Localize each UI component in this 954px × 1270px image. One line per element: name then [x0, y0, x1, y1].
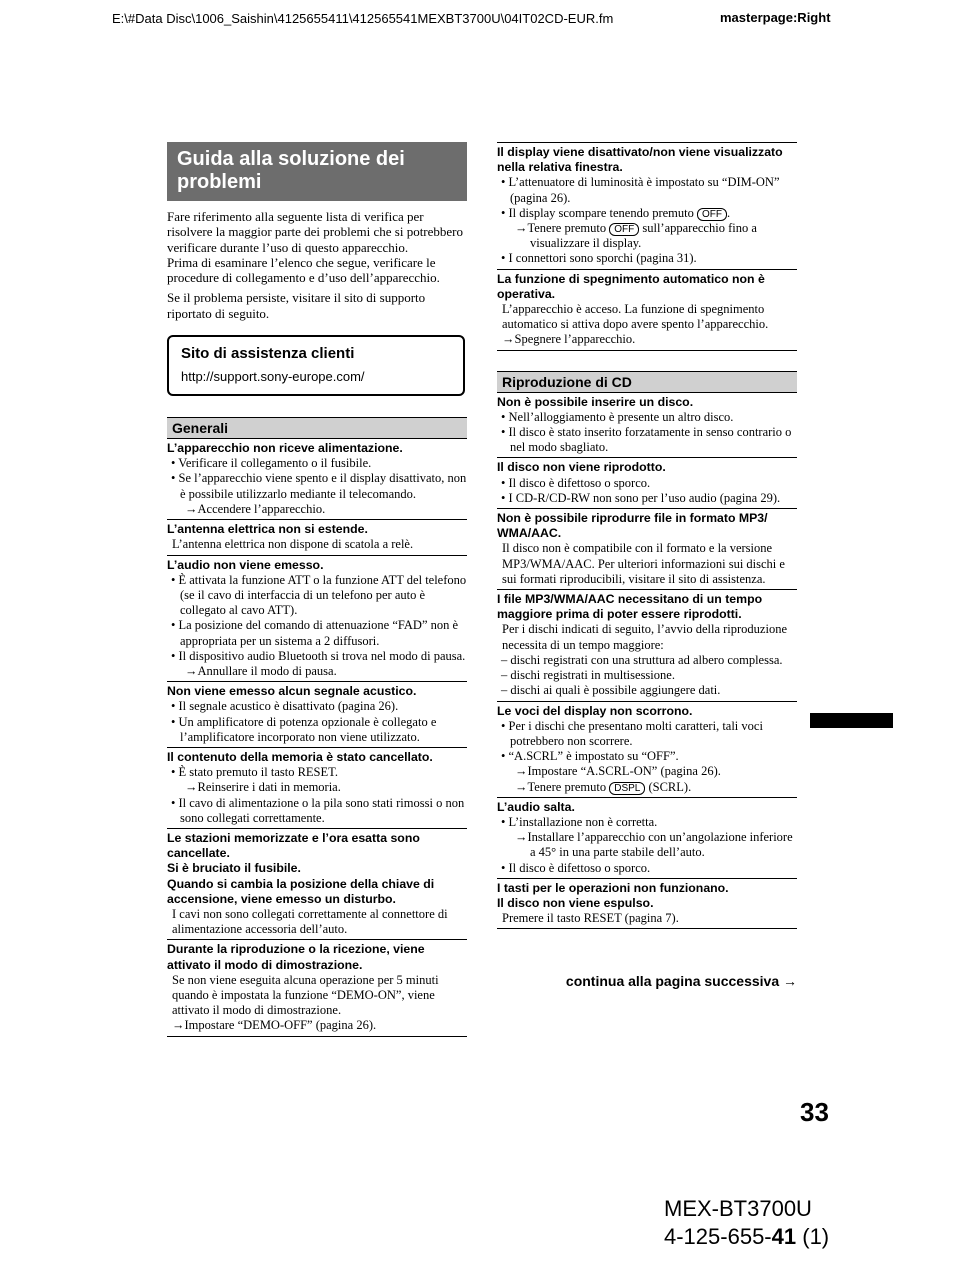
solution-text: Il disco non è compatibile con il formato e la versione MP3/WMA/AAC. Per ulteriori informazioni sui dischi e sui formati riproducibili, visitare il sito di assistenza. [502, 541, 785, 586]
arrow-icon: → [515, 764, 528, 779]
solution-text: L’antenna elettrica non dispone di scatola a relè. [172, 537, 414, 552]
problem-heading: L’audio salta. [497, 799, 575, 814]
arrow-icon: → [185, 501, 198, 516]
problem-heading: La funzione di spegnimento automatico non è operativa. [497, 271, 765, 301]
trouble-item [167, 439, 467, 520]
file-path-header: E:\#Data Disc\1006_Saishin\4125655411\412565541MEXBT3700U\04IT02CD-EUR.fm [112, 11, 614, 26]
problem-heading: Il display viene disattivato/non viene visualizzato nella relativa finestra. [497, 145, 783, 175]
problem-heading: Le stazioni memorizzate e l’ora esatta sono cancellate. [167, 830, 420, 861]
trouble-item [497, 590, 797, 701]
arrow-icon: → [515, 221, 528, 236]
trouble-item [167, 829, 467, 940]
remedy-text: →Accendere l’apparecchio. [185, 501, 326, 516]
solution-text: Premere il tasto RESET (pagina 7). [502, 911, 679, 926]
solution-text: I cavi non sono collegati correttamente al connettore di alimentazione accessoria dell’auto. [172, 906, 448, 937]
remedy-text: →Reinserire i dati in memoria. [185, 780, 341, 795]
bullet-text: • Per i dischi che presentano molti caratteri, tali voci potrebbero non scorrere. [501, 718, 763, 748]
problem-heading: Quando si cambia la posizione della chiave di accensione, viene emesso un disturbo. [167, 876, 435, 906]
trouble-item [167, 940, 467, 1036]
support-box [167, 335, 465, 396]
trouble-item [497, 393, 797, 459]
continue-note: continua alla pagina successiva → [565, 973, 797, 989]
problem-heading: I file MP3/WMA/AAC necessitano di un tempo maggiore prima di poter essere riprodotti. [497, 592, 763, 622]
problem-heading: Il disco non viene espulso. [497, 895, 654, 910]
bullet-text: • Il disco è difettoso o sporco. [501, 860, 651, 875]
bullet-text: • Se l’apparecchio viene spento e il display disattivato, non è possibile utilizzarlo mediante il telecomando. [171, 471, 467, 501]
bullet-text: • Il segnale acustico è disattivato (pagina 26). [171, 699, 399, 714]
bullet-text: • Il cavo di alimentazione o la pila sono stati rimossi o non sono collegati correttamente. [171, 795, 465, 825]
arrow-icon: → [515, 779, 528, 794]
bullet-text: • È attivata la funzione ATT o la funzione ATT del telefono (se il cavo di interfaccia di un telefono per auto è collegato al cavo ATT). [171, 572, 467, 618]
trouble-item [497, 879, 797, 930]
support-title: Sito di assistenza clienti [181, 345, 355, 363]
problem-heading: Non viene emesso alcun segnale acustico. [167, 684, 417, 699]
trouble-item [167, 682, 467, 748]
problem-heading: L’apparecchio non riceve alimentazione. [167, 441, 403, 456]
bullet-text: • La posizione del comando di attenuazione “FAD” non è appropriata per un sistema a 2 diffusori. [171, 618, 459, 648]
bullet-text: • I connettori sono sporchi (pagina 31). [501, 251, 697, 266]
trouble-item [497, 702, 797, 798]
bullet-text: • Verificare il collegamento o il fusibile. [171, 456, 372, 471]
masterpage-label: masterpage:Right [720, 10, 831, 25]
dash-item: – dischi registrati con una struttura ad albero complessa. [501, 652, 783, 667]
problem-heading: Le voci del display non scorrono. [497, 703, 693, 718]
page-number: 33 [800, 1097, 829, 1127]
bullet-text: • Il disco è difettoso o sporco. [501, 475, 651, 490]
bullet-text: • Il dispositivo audio Bluetooth si trova nel modo di pausa. [171, 648, 466, 663]
remedy-text: →Installare l’apparecchio con un’angolazione inferiore a 45° in una parte stabile dell’auto. [515, 830, 793, 860]
bullet-text: • Nell’alloggiamento è presente un altro disco. [501, 409, 734, 424]
bullet-text: • Il display scompare tenendo premuto OFF . [501, 205, 731, 220]
bullet-text: • Un amplificatore di potenza opzionale è collegato e l’amplificatore incorporato non viene utilizzato. [171, 714, 437, 744]
trouble-item [497, 270, 797, 351]
arrow-icon: → [185, 663, 198, 678]
arrow-icon: → [185, 780, 198, 795]
intro-paragraph-2: Prima di esaminare l’elenco che segue, verificare le procedure di collegamento e d’uso dell’apparecchio. [167, 254, 440, 286]
remedy-text: →Impostare “DEMO-OFF” (pagina 26). [172, 1018, 377, 1033]
trouble-item [497, 798, 797, 879]
bullet-text: • I CD-R/CD-RW non sono per l’uso audio (pagina 29). [501, 490, 781, 505]
part-code: 4-125-655-41 (1) [664, 1224, 830, 1249]
problem-heading: Il contenuto della memoria è stato cancellato. [167, 749, 433, 764]
section-header-cd: Riproduzione di CD [497, 371, 797, 393]
model-block [664, 1195, 829, 1251]
solution-text: L’apparecchio è acceso. La funzione di spegnimento automatico si attiva dopo avere spento l’apparecchio. [502, 302, 769, 332]
off-key-icon: OFF [697, 208, 727, 221]
arrow-icon: → [502, 332, 515, 347]
trouble-item [167, 520, 467, 555]
intro-paragraph-3: Se il problema persiste, visitare il sito di supporto riportato di seguito. [167, 290, 426, 321]
section-header-generali: Generali [167, 417, 467, 439]
dash-item: – dischi ai quali è possibile aggiungere dati. [501, 683, 721, 698]
trouble-item [497, 509, 797, 590]
right-column [497, 142, 797, 929]
chapter-tab-marker [810, 713, 893, 728]
support-url[interactable]: http://support.sony-europe.com/ [181, 369, 365, 385]
bullet-text: • Il disco è stato inserito forzatamente in senso contrario o nel modo sbagliato. [501, 425, 792, 455]
bullet-text: • “A.SCRL” è impostato su “OFF”. [501, 749, 679, 764]
model-name: MEX-BT3700U [664, 1196, 812, 1221]
arrow-icon: → [172, 1018, 185, 1033]
trouble-item [497, 142, 797, 270]
problem-heading: Non è possibile riprodurre file in formato MP3/ WMA/AAC. [497, 511, 768, 541]
remedy-text: →Annullare il modo di pausa. [185, 663, 337, 678]
problem-heading: Il disco non viene riprodotto. [497, 460, 666, 475]
bullet-text: • L’attenuatore di luminosità è impostato su “DIM-ON” (pagina 26). [501, 175, 780, 205]
problem-heading: Si è bruciato il fusibile. [167, 861, 301, 876]
arrow-icon: → [515, 830, 528, 845]
problem-heading: I tasti per le operazioni non funzionano. [497, 880, 729, 895]
problem-heading: L’antenna elettrica non si estende. [167, 522, 368, 537]
dspl-key-icon: DSPL [609, 782, 645, 795]
problem-heading: Non è possibile inserire un disco. [497, 394, 694, 409]
trouble-item [167, 748, 467, 829]
off-key-icon: OFF [609, 223, 639, 236]
remedy-text: →Tenere premuto OFF sull’apparecchio fino a visualizzare il display. [515, 221, 757, 251]
solution-text: Per i dischi indicati di seguito, l’avvio della riproduzione necessita di un tempo maggiore: [502, 622, 788, 652]
left-column [167, 142, 467, 1037]
arrow-icon: → [783, 973, 797, 989]
trouble-item [497, 458, 797, 509]
problem-heading: Durante la riproduzione o la ricezione, viene attivato il modo di dimostrazione. [167, 942, 425, 972]
remedy-text: →Impostare “A.SCRL-ON” (pagina 26). [515, 764, 721, 779]
bullet-text: • È stato premuto il tasto RESET. [171, 765, 338, 780]
dash-item: – dischi registrati in multisessione. [501, 668, 675, 683]
problem-heading: L’audio non viene emesso. [167, 557, 324, 572]
bullet-text: • L’installazione non è corretta. [501, 814, 658, 829]
remedy-text: →Tenere premuto DSPL (SCRL). [515, 779, 692, 794]
trouble-item [167, 556, 467, 683]
intro-paragraph-1: Fare riferimento alla seguente lista di verifica per risolvere la maggior parte dei problemi che si potrebbero verificare durante l’uso di questo apparecchio. [167, 209, 464, 255]
page-title: Guida alla soluzione dei problemi [167, 142, 467, 201]
remedy-text: →Spegnere l’apparecchio. [502, 332, 636, 347]
solution-text: Se non viene eseguita alcuna operazione per 5 minuti quando è impostata la funzione “DEMO-ON”, viene attivato il modo di dimostrazione. [172, 972, 439, 1018]
